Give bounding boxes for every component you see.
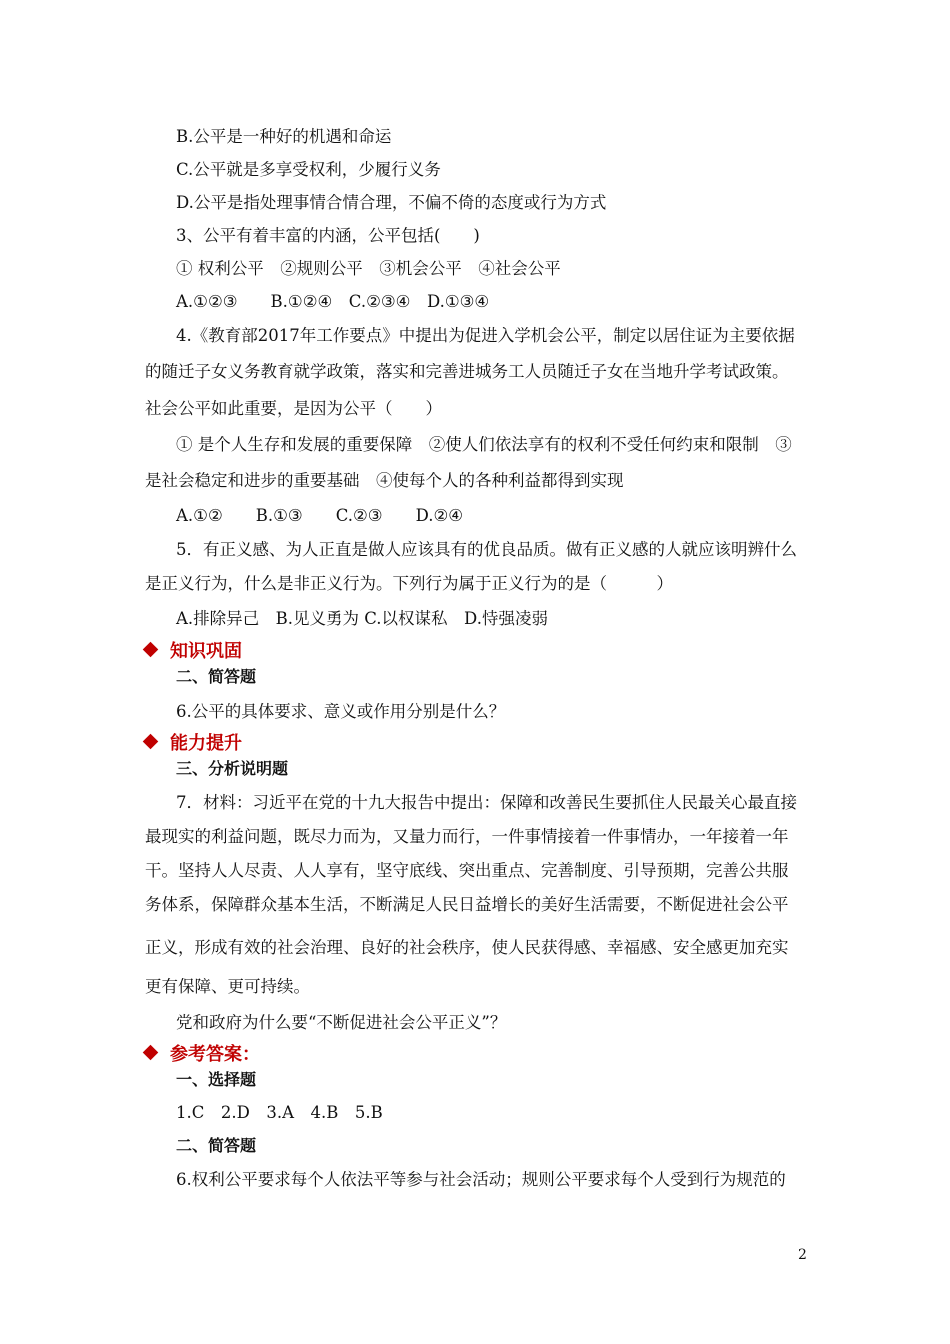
q7-material-line-2: 最现实的利益问题，既尽力而为，又量力而行，一件事情接着一件事情办，一年接着一年 bbox=[145, 827, 789, 846]
diamond-bullet-icon bbox=[143, 1045, 159, 1061]
section-improve-heading bbox=[145, 732, 242, 756]
q3-stem: 3、公平有着丰富的内涵，公平包括( ) bbox=[176, 226, 480, 245]
q5-line2: 是正义行为，什么是非正义行为。下列行为属于正义行为的是（ ） bbox=[145, 574, 673, 593]
answers-choice-list: 1.C 2.D 3.A 4.B 5.B bbox=[176, 1103, 383, 1122]
q4-line1: 4.《教育部2017年工作要点》中提出为促进入学机会公平，制定以居住证为主要依据 bbox=[176, 326, 795, 345]
q7-question: 党和政府为什么要“不断促进社会公平正义”？ bbox=[176, 1013, 507, 1032]
answer-q6-line: 6.权利公平要求每个人依法平等参与社会活动；规则公平要求每个人受到行为规范的 bbox=[176, 1170, 786, 1189]
section-answers-title: 参考答案： bbox=[170, 1044, 260, 1065]
q6-question: 6.公平的具体要求、意义或作用分别是什么？ bbox=[176, 702, 506, 721]
section-improve-title: 能力提升 bbox=[170, 733, 242, 754]
q5-line1: 5．有正义感、为人正直是做人应该具有的优良品质。做有正义感的人就应该明辨什么 bbox=[176, 540, 797, 559]
q4-options: A.①② B.①③ C.②③ D.②④ bbox=[176, 506, 464, 525]
q5-options: A.排除异己 B.见义勇为 C.以权谋私 D.恃强凌弱 bbox=[176, 609, 548, 628]
section-answers-heading bbox=[145, 1043, 260, 1067]
answers-short-subheading: 二、简答题 bbox=[176, 1136, 257, 1155]
q2-option-d: D.公平是指处理事情合情合理，不偏不倚的态度或行为方式 bbox=[176, 193, 607, 212]
q7-material-line-3: 干。坚持人人尽责、人人享有，坚守底线、突出重点、完善制度、引导预期，完善公共服 bbox=[145, 861, 789, 880]
diamond-bullet-icon bbox=[143, 734, 159, 750]
q2-option-b: B.公平是一种好的机遇和命运 bbox=[176, 127, 392, 146]
section-consolidate-heading bbox=[145, 640, 242, 664]
answers-choice-subheading: 一、选择题 bbox=[176, 1070, 257, 1089]
section-consolidate-title: 知识巩固 bbox=[170, 641, 242, 662]
q4-line3: 社会公平如此重要，是因为公平（ ） bbox=[145, 399, 442, 418]
diamond-bullet-icon bbox=[143, 642, 159, 658]
q7-material-line-6: 更有保障、更可持续。 bbox=[145, 977, 310, 996]
q2-option-c: C.公平就是多享受权利，少履行义务 bbox=[176, 160, 441, 179]
short-answer-subheading: 二、简答题 bbox=[176, 667, 257, 686]
q4-items1: ① 是个人生存和发展的重要保障 ②使人们依法享有的权利不受任何约束和限制 ③ bbox=[176, 435, 792, 454]
q4-items2: 是社会稳定和进步的重要基础 ④使每个人的各种利益都得到实现 bbox=[145, 471, 624, 490]
q4-line2: 的随迁子女义务教育就学政策，落实和完善进城务工人员随迁子女在当地升学考试政策。 bbox=[145, 362, 789, 381]
q7-material-line-4: 务体系，保障群众基本生活，不断满足人民日益增长的美好生活需要，不断促进社会公平 bbox=[145, 895, 789, 914]
page-number: 2 bbox=[798, 1247, 807, 1263]
q3-items: ① 权利公平 ②规则公平 ③机会公平 ④社会公平 bbox=[176, 259, 561, 278]
q3-options: A.①②③ B.①②④ C.②③④ D.①③④ bbox=[176, 292, 490, 311]
q7-material-line-1: 7．材料：习近平在党的十九大报告中提出：保障和改善民生要抓住人民最关心最直接 bbox=[176, 793, 797, 812]
analysis-subheading: 三、分析说明题 bbox=[176, 759, 289, 778]
q7-material-line-5: 正义，形成有效的社会治理、良好的社会秩序，使人民获得感、幸福感、安全感更加充实 bbox=[145, 938, 789, 957]
